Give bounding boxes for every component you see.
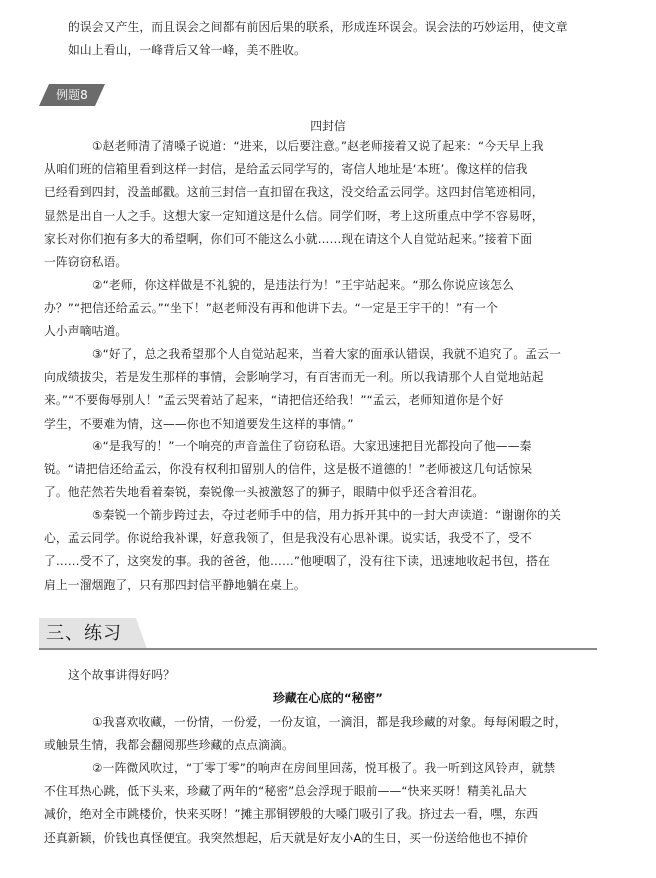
text-line: ①我喜欢收藏，一份情，一份爱，一份友谊，一滴泪，都是我珍藏的对象。每每闲暇之时， — [92, 715, 567, 729]
text-line: 还真新颖，价钱也真怪便宜。我突然想起，后天就是好友小A的生日，买一份送给他也不掉价 — [44, 830, 529, 845]
text-line: 来。”“不要侮辱别人！”孟云哭着站了起来，“请把信还给我！”“孟云，老师知道你是个好 — [44, 393, 504, 408]
example-title: 四封信 — [310, 119, 346, 133]
text-line: 向成绩拔尖，若是发生那样的事情，会影响学习，有百害而无一利。所以我请那个人自觉地站起 — [44, 370, 544, 385]
text-line: 学生，不要难为情，这——你也不知道要发生这样的事情。” — [44, 416, 354, 431]
text-line: ②一阵微风吹过，“丁零丁零”的响声在房间里回荡，悦耳极了。我一听到这风铃声，就禁 — [92, 761, 556, 775]
example-paragraph-5 — [44, 504, 589, 597]
text-line: 已经看到四封，没盖邮戳。这前三封信一直扣留在我这，没交给孟云同学。这四封信笔迹相同， — [44, 185, 544, 200]
text-line: ④“是我写的！”一个响亮的声音盖住了窃窃私语。大家迅速把目光都投向了他——秦 — [92, 439, 532, 453]
story-title: 珍藏在心底的“秘密” — [273, 691, 383, 705]
section-divider — [39, 648, 597, 650]
text-line: 或触景生情，我都会翻阅那些珍藏的点点滴滴。 — [44, 738, 294, 753]
example-paragraph-2 — [44, 274, 589, 344]
example-paragraph-3 — [44, 343, 589, 436]
section-title: 三、练习 — [46, 623, 122, 644]
intro-paragraph — [68, 16, 589, 62]
text-line: ②“老师，你这样做是不礼貌的，是违法行为！”王宇站起来。“那么你说应该怎么 — [92, 278, 514, 292]
text-line: 的误会又产生，而且误会之间都有前因后果的联系，形成连环误会。误会法的巧妙运用，使文章 — [68, 20, 568, 34]
section-header — [39, 618, 597, 650]
text-line: 人小声嘀咕道。 — [44, 324, 128, 339]
text-line: 心，孟云同学。你说给我补课，好意我领了，但是我没有心思补课。说实话，我受不了，受不 — [44, 531, 532, 546]
example-paragraph-1 — [44, 135, 589, 274]
text-line: 锐。“请把信还给孟云，你没有权利扣留别人的信件，这是极不道德的！”老师被这几句话惊呆 — [44, 462, 533, 477]
text-line: 不住耳热心跳，低下头来，珍藏了两年的“秘密”总会浮现于眼前——“快来买呀！精美礼品大 — [44, 784, 527, 799]
text-line: ③“好了，总之我希望那个人自觉站起来，当着大家的面承认错误，我就不追究了。孟云一 — [92, 347, 561, 361]
text-line: 了……受不了，这突发的事。我的爸爸，他……”他哽咽了，没有往下读，迅速地收起书包，搭在 — [44, 554, 550, 569]
text-line: 家长对你们抱有多大的希望啊，你们可不能这么小就……现在请这个人自觉站起来。”接着下面 — [44, 231, 533, 246]
story-paragraph-1 — [44, 711, 589, 757]
text-line: 如山上看山，一峰背后又耸一峰，美不胜收。 — [68, 43, 306, 58]
example-paragraph-4 — [44, 435, 589, 505]
exercise-question: 这个故事讲得好吗？ — [68, 668, 176, 682]
text-line: ⑤秦锐一个箭步跨过去，夺过老师手中的信，用力拆开其中的一封大声读道：“谢谢你的关 — [92, 508, 561, 522]
story-paragraph-2 — [44, 757, 589, 850]
text-line: 了。他茫然若失地看着秦锐，秦锐像一头被激怒了的狮子，眼睛中似乎还含着泪花。 — [44, 485, 485, 500]
text-line: ①赵老师清了清嗓子说道：“进来，以后要注意。”赵老师接着又说了起来：“今天早上我 — [92, 139, 544, 153]
text-line: 一阵窃窃私语。 — [44, 255, 128, 270]
text-line: 显然是出自一人之手。这想大家一定知道这是什么信。同学们呀，考上这所重点中学不容易呀， — [44, 208, 544, 223]
text-line: 办？”“把信还给孟云。”“坐下！”赵老师没有再和他讲下去。“一定是王宇干的！”有一个 — [44, 301, 498, 316]
example-tag — [39, 84, 105, 106]
example-tag-label: 例题8 — [56, 88, 88, 102]
text-line: 肩上一溜烟跑了，只有那四封信平静地躺在桌上。 — [44, 577, 306, 592]
text-line: 减价，绝对全市跳楼价，快来买呀！”摊主那铜锣般的大嗓门吸引了我。挤过去一看，嘿，东西 — [44, 807, 538, 822]
text-line: 从咱们班的信箱里看到这样一封信，是给孟云同学写的，寄信人地址是‘本班’。像这样的信我 — [44, 162, 528, 177]
